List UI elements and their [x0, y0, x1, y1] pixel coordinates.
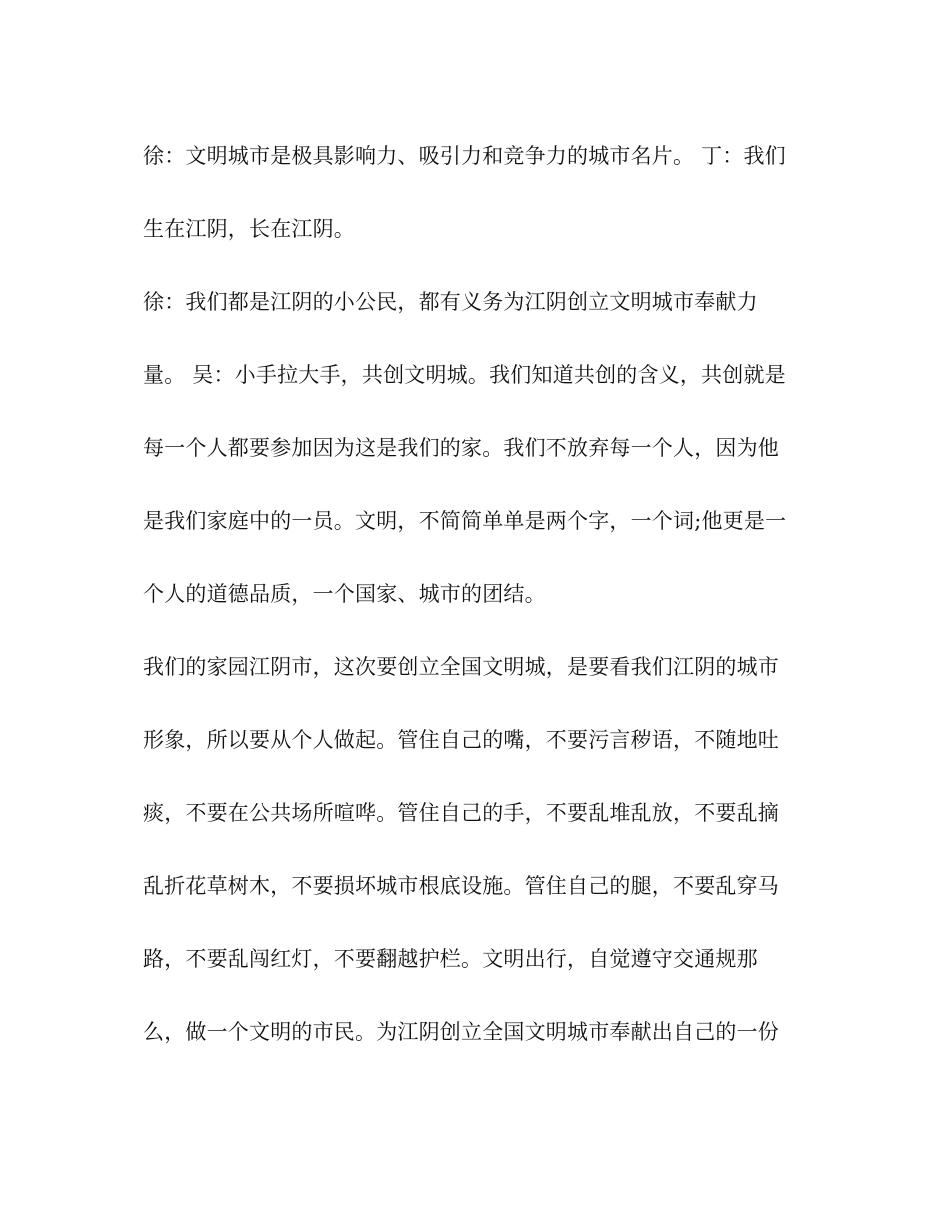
text-line: 痰，不要在公共场所喧哗。管住自己的手，不要乱堆乱放，不要乱摘	[143, 801, 779, 825]
text-line: 徐：文明城市是极具影响力、吸引力和竞争力的城市名片。 丁：我们	[143, 144, 786, 168]
text-line: 我们的家园江阴市，这次要创立全国文明城，是要看我们江阴的城市	[143, 655, 779, 679]
text-line: 每一个人都要参加因为这是我们的家。我们不放弃每一个人，因为他	[143, 436, 779, 460]
document-body	[143, 134, 813, 1083]
text-line: 生在江阴，长在江阴。	[143, 217, 355, 241]
text-line: 形象，所以要从个人做起。管住自己的嘴，不要污言秽语，不随地吐	[143, 728, 779, 752]
text-line: 徐：我们都是江阴的小公民，都有义务为江阴创立文明城市奉献力	[143, 290, 758, 314]
text-line: 么，做一个文明的市民。为江阴创立全国文明城市奉献出自己的一份	[143, 1020, 779, 1044]
text-line: 个人的道德品质，一个国家、城市的团结。	[143, 582, 546, 606]
text-line: 量。 吴：小手拉大手，共创文明城。我们知道共创的含义，共创就是	[143, 363, 786, 387]
text-line: 是我们家庭中的一员。文明，不简简单单是两个字，一个词;他更是一	[143, 509, 787, 533]
text-line: 乱折花草树木，不要损坏城市根底设施。管住自己的腿，不要乱穿马	[143, 874, 779, 898]
text-line: 路，不要乱闯红灯，不要翻越护栏。文明出行，自觉遵守交通规那	[143, 947, 758, 971]
